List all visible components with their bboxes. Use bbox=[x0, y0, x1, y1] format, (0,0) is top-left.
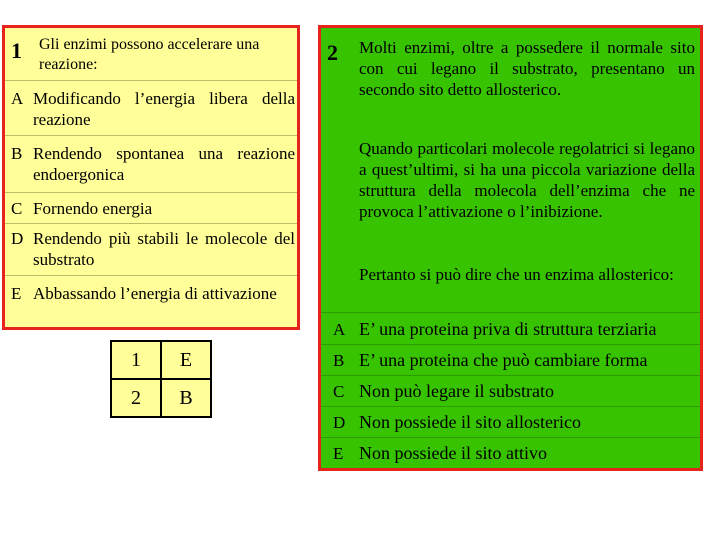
answer-row-1 bbox=[111, 341, 211, 379]
answer-letter: B bbox=[161, 379, 211, 417]
q1-option-letter: E bbox=[11, 284, 22, 303]
q2-option-c[interactable] bbox=[333, 381, 697, 402]
question-2-number: 2 bbox=[327, 40, 338, 65]
q1-option-text: Modificando l’energia libera della reazione bbox=[33, 89, 295, 129]
q1-option-letter: C bbox=[11, 199, 23, 218]
q2-option-d[interactable] bbox=[333, 412, 697, 433]
q1-option-letter: A bbox=[11, 89, 24, 108]
q1-option-d[interactable] bbox=[11, 228, 295, 270]
q1-option-b[interactable] bbox=[11, 143, 295, 185]
q2-option-b[interactable] bbox=[333, 350, 697, 371]
question-1-text: Gli enzimi possono accelerare una reazione: bbox=[39, 36, 260, 73]
answer-row-2 bbox=[111, 379, 211, 417]
q1-option-a[interactable] bbox=[11, 88, 295, 130]
question-1-panel bbox=[2, 25, 300, 330]
question-2-paragraph-3: Pertanto si può dire che un enzima allosterico: bbox=[359, 265, 674, 284]
question-2-panel bbox=[318, 25, 703, 471]
q2-option-text: E’ una proteina priva di struttura terziaria bbox=[359, 319, 657, 339]
question-2-paragraph-1: Molti enzimi, oltre a possedere il normale sito con cui legano il substrato, presentano un secondo sito detto allosterico. bbox=[359, 38, 695, 99]
q1-option-text: Abbassando l’energia di attivazione bbox=[33, 284, 277, 303]
q1-option-text: Rendendo più stabili le molecole del substrato bbox=[33, 229, 295, 269]
answer-table bbox=[110, 340, 212, 418]
q2-option-a[interactable] bbox=[333, 319, 697, 340]
question-1-number: 1 bbox=[11, 38, 22, 63]
answer-letter: E bbox=[161, 341, 211, 379]
q2-option-letter: A bbox=[333, 320, 346, 339]
q2-option-text: Non possiede il sito attivo bbox=[359, 443, 547, 463]
q2-option-letter: B bbox=[333, 351, 345, 370]
q1-option-e[interactable] bbox=[11, 283, 295, 304]
q1-option-text: Rendendo spontanea una reazione endoergonica bbox=[33, 144, 295, 184]
q2-option-text: E’ una proteina che può cambiare forma bbox=[359, 350, 648, 370]
q2-option-text: Non può legare il substrato bbox=[359, 381, 554, 401]
q2-option-text: Non possiede il sito allosterico bbox=[359, 412, 581, 432]
answer-question-number: 1 bbox=[111, 341, 161, 379]
q1-option-letter: B bbox=[11, 144, 23, 163]
q2-option-e[interactable] bbox=[333, 443, 697, 464]
q2-option-letter: C bbox=[333, 382, 345, 401]
question-2-paragraph-2: Quando particolari molecole regolatrici si legano a quest’ultimi, si ha una piccola variazione della struttura della molecola dell’enzima che ne provoca l’attivazione o l’inibizione. bbox=[359, 139, 695, 221]
q2-option-letter: E bbox=[333, 444, 344, 463]
q1-option-text: Fornendo energia bbox=[33, 199, 153, 218]
answer-question-number: 2 bbox=[111, 379, 161, 417]
q1-option-letter: D bbox=[11, 229, 24, 248]
q1-option-c[interactable] bbox=[11, 198, 295, 219]
q2-option-letter: D bbox=[333, 413, 346, 432]
